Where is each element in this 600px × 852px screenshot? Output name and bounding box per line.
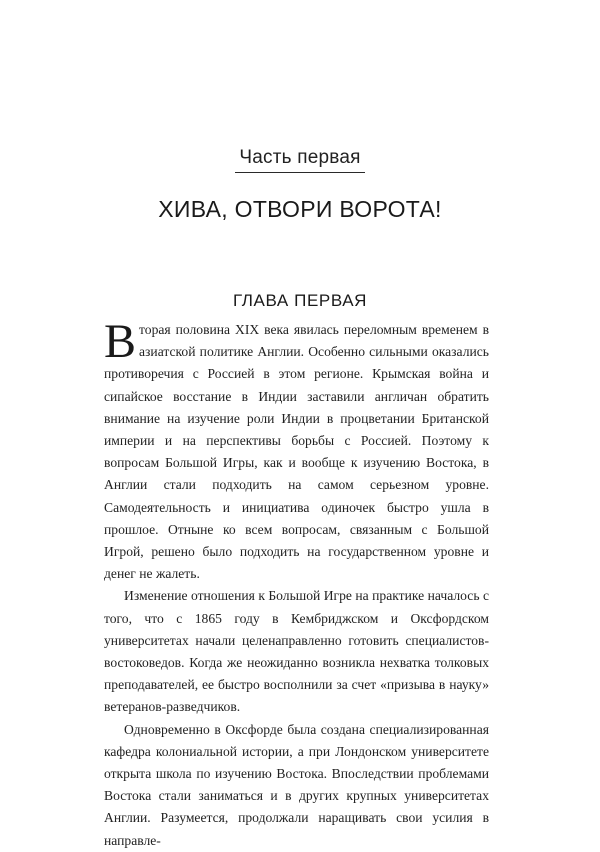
paragraph-1 [104,315,489,585]
chapter-title: ГЛАВА ПЕРВАЯ [232,291,368,310]
body-text [104,315,489,852]
part-title: ХИВА, ОТВОРИ ВОРОТА! [158,196,442,222]
paragraph-2: Изменение отношения к Большой Игре на практике началось с того, что с 1865 году в Кембриджском и Оксфордском университетах начали целенаправленно готовить специалистов-востоковедов. Когда же неожиданно возникла нехватка толковых преподавателей, ее быстро восполнили за счет «призыва в науку» ветеранов-разведчиков. [104,588,489,715]
part-label: Часть первая [235,147,364,173]
drop-cap: В [104,315,137,368]
paragraph-3: Одновременно в Оксфорде была создана специализированная кафедра колониальной истории, а при Лондонском университете открыта школа по изучению Востока. Впоследствии проблемами Востока стали заниматься и в других крупных университетах Англии. Разумеется, продолжали наращивать свои усилия в направле- [104,721,489,848]
part-heading [0,147,600,173]
paragraph-1-text: торая половина XIX века явилась переломным временем в азиатской политике Англии. Особенно сильными оказались противоречия с Россией в этом регионе. Крымская война и сипайское восстание в Индии заставили англичан обратить внимание на изучение роли Индии в процветании Британской империи и на перспективы борьбы с Россией. Поэтому к вопросам Большой Игры, как и вообще к изучению Востока, в Англии стали подходить на самом серьезном уровне. Самодеятельность и инициатива одиночек быстро ушла в прошлое. Отныне ко всем вопросам, связанным с Большой Игрой, решено было подходить на государственном уровне и денег не жалеть. [104,322,489,582]
